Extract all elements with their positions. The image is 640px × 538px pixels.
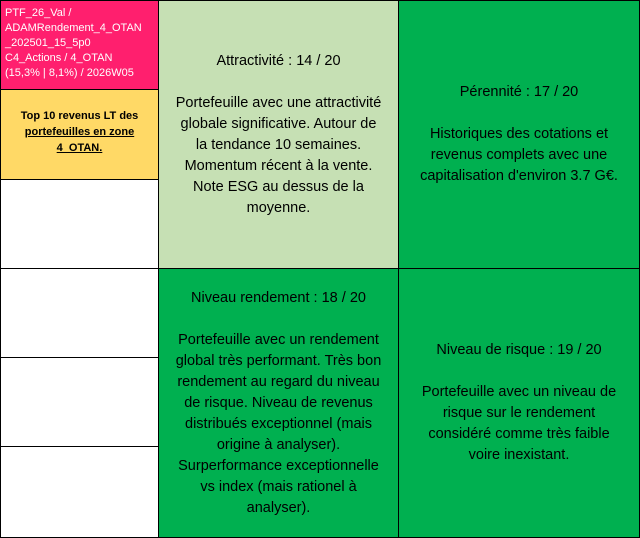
perennite-title: Pérennité : 17 / 20 — [459, 84, 579, 100]
portfolio-title-line: (15,3% | 8,1%) / 2026W05 — [5, 67, 134, 79]
top10-label-cell — [0, 89, 159, 180]
risque-text: Portefeuille avec un niveau de risque sur le rendement considéré comme très faible voire inexistant. — [421, 384, 617, 463]
portfolio-title-line: C4_Actions / 4_OTAN — [5, 52, 113, 64]
portfolio-title-line: ADAMRendement_4_OTAN — [5, 22, 142, 34]
empty-cell — [0, 179, 159, 269]
rendement-title: Niveau rendement : 18 / 20 — [191, 289, 366, 306]
risque-title: Niveau de risque : 19 / 20 — [436, 342, 602, 358]
rendement-panel — [158, 268, 399, 538]
portfolio-title-cell — [0, 0, 159, 90]
top10-label-line: 4_OTAN. — [56, 142, 103, 154]
attractivite-title: Attractivité : 14 / 20 — [216, 52, 341, 69]
top10-label-line: portefeuilles en zone — [24, 126, 135, 138]
attractivite-panel — [158, 0, 399, 269]
attractivite-text: Portefeuille avec une attractivité globale significative. Autour de la tendance 10 semaines. Momentum récent à la vente. Note ESG au dessus de la moyenne. — [175, 94, 382, 216]
risque-panel — [398, 268, 640, 538]
empty-cell — [0, 446, 159, 538]
perennite-text: Historiques des cotations et revenus complets avec une capitalisation d'environ 3.7 G€. — [420, 126, 618, 184]
empty-cell — [0, 357, 159, 447]
portfolio-title-line: _202501_15_5p0 — [5, 37, 91, 49]
empty-cell — [0, 268, 159, 358]
portfolio-title-line: PTF_26_Val / — [5, 7, 72, 19]
rendement-text: Portefeuille avec un rendement global très performant. Très bon rendement au regard du niveau de risque. Niveau de revenus distribués exceptionnel (mais origine à analyser). Surperformance exceptionnelle vs index (mais rationel à analyser). — [175, 331, 382, 516]
perennite-panel — [398, 0, 640, 269]
top10-label-line: Top 10 revenus LT des — [20, 110, 139, 122]
